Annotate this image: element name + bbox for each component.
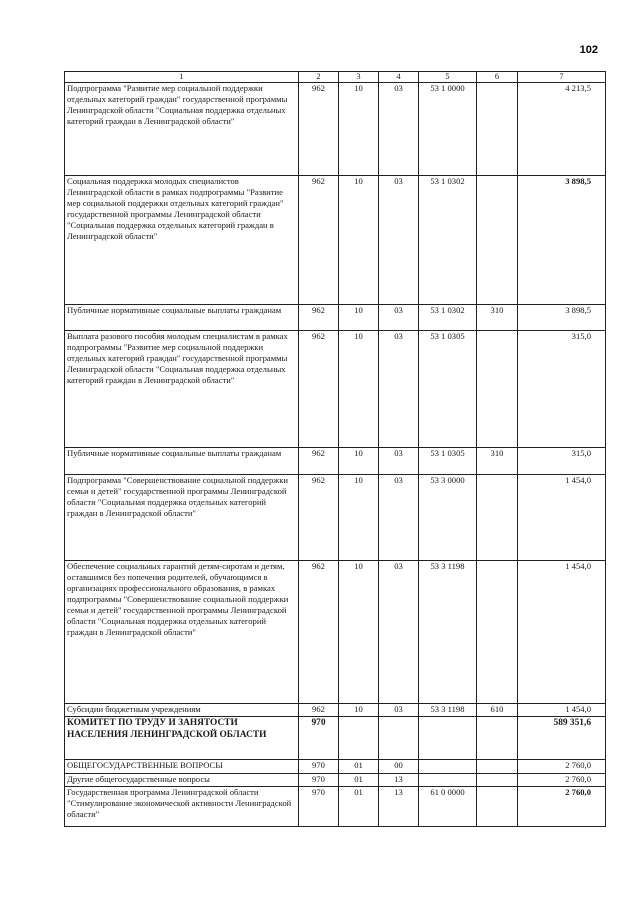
row-sum-cell: 1 454,0 — [518, 561, 606, 704]
budget-table — [64, 71, 606, 827]
row-sum-cell: 2 760,0 — [518, 774, 606, 787]
row-name-cell: Социальная поддержка молодых специалистов Ленинградской области в рамках подпрограммы "Развитие мер социальной поддержки отдельных категорий граждан" государственной программы Ленинградской области "Социальная поддержка отдельных категорий граждан в Ленинградской области" — [65, 176, 299, 305]
row-sum-cell: 1 454,0 — [518, 704, 606, 717]
row-target-cell: 61 0 0000 — [419, 787, 477, 827]
row-section-cell: 10 — [339, 475, 379, 561]
row-name-cell: Субсидии бюджетным учреждениям — [65, 704, 299, 717]
row-section-cell: 01 — [339, 760, 379, 774]
row-name-cell: Выплата разового пособия молодым специалистам в рамках подпрограммы "Развитие мер социальной поддержки отдельных категорий граждан" государственной программы Ленинградской области "Социальная поддержка отдельных категорий граждан в Ленинградской области" — [65, 331, 299, 448]
row-section-cell: 10 — [339, 331, 379, 448]
row-section-cell: 10 — [339, 561, 379, 704]
row-section-cell: 10 — [339, 83, 379, 176]
row-type-cell — [477, 561, 518, 704]
table-row — [65, 774, 606, 787]
row-code-cell: 970 — [299, 717, 339, 760]
row-target-cell: 53 3 1198 — [419, 561, 477, 704]
row-code-cell: 962 — [299, 176, 339, 305]
row-type-cell — [477, 176, 518, 305]
row-sum-cell: 315,0 — [518, 448, 606, 475]
table-row — [65, 475, 606, 561]
row-type-cell: 610 — [477, 704, 518, 717]
table-row — [65, 305, 606, 331]
table-row — [65, 704, 606, 717]
table-row — [65, 331, 606, 448]
row-target-cell — [419, 774, 477, 787]
row-target-cell: 53 1 0302 — [419, 176, 477, 305]
header-col-1: 1 — [65, 72, 299, 83]
row-code-cell: 970 — [299, 774, 339, 787]
row-target-cell: 53 1 0305 — [419, 448, 477, 475]
row-subsection-cell: 03 — [379, 561, 419, 704]
row-section-cell: 10 — [339, 448, 379, 475]
row-section-cell: 10 — [339, 704, 379, 717]
table-row — [65, 561, 606, 704]
row-type-cell — [477, 83, 518, 176]
row-subsection-cell — [379, 717, 419, 760]
row-subsection-cell: 03 — [379, 331, 419, 448]
row-type-cell — [477, 331, 518, 448]
row-subsection-cell: 03 — [379, 448, 419, 475]
row-name-cell: Подпрограмма "Развитие мер социальной поддержки отдельных категорий граждан" государственной программы Ленинградской области "Социальная поддержка отдельных категорий граждан в Ленинградской области" — [65, 83, 299, 176]
row-type-cell — [477, 774, 518, 787]
header-col-7: 7 — [518, 72, 606, 83]
table-row — [65, 176, 606, 305]
row-target-cell: 53 1 0302 — [419, 305, 477, 331]
row-subsection-cell: 03 — [379, 305, 419, 331]
header-col-6: 6 — [477, 72, 518, 83]
row-code-cell: 962 — [299, 305, 339, 331]
row-subsection-cell: 03 — [379, 83, 419, 176]
row-type-cell: 310 — [477, 448, 518, 475]
row-section-cell — [339, 717, 379, 760]
row-code-cell: 962 — [299, 83, 339, 176]
table-row — [65, 787, 606, 827]
row-subsection-cell: 03 — [379, 176, 419, 305]
row-sum-cell: 2 760,0 — [518, 760, 606, 774]
row-code-cell: 970 — [299, 787, 339, 827]
row-sum-cell: 315,0 — [518, 331, 606, 448]
row-sum-cell: 4 213,5 — [518, 83, 606, 176]
row-code-cell: 962 — [299, 561, 339, 704]
row-sum-cell: 3 898,5 — [518, 305, 606, 331]
table-header-row — [65, 72, 606, 83]
row-type-cell: 310 — [477, 305, 518, 331]
row-section-cell: 10 — [339, 305, 379, 331]
row-subsection-cell: 03 — [379, 704, 419, 717]
row-target-cell — [419, 760, 477, 774]
row-code-cell: 970 — [299, 760, 339, 774]
table-row — [65, 760, 606, 774]
row-sum-cell: 589 351,6 — [518, 717, 606, 760]
row-sum-cell: 1 454,0 — [518, 475, 606, 561]
row-target-cell — [419, 717, 477, 760]
row-type-cell — [477, 475, 518, 561]
row-target-cell: 53 3 1198 — [419, 704, 477, 717]
row-subsection-cell: 03 — [379, 475, 419, 561]
row-code-cell: 962 — [299, 475, 339, 561]
row-section-cell: 01 — [339, 774, 379, 787]
row-target-cell: 53 1 0000 — [419, 83, 477, 176]
row-code-cell: 962 — [299, 448, 339, 475]
row-name-cell: Подпрограмма "Совершенствование социальной поддержки семьи и детей" государственной программы Ленинградской области "Социальная поддержка отдельных категорий граждан в Ленинградской области" — [65, 475, 299, 561]
row-sum-cell: 3 898,5 — [518, 176, 606, 305]
row-section-cell: 10 — [339, 176, 379, 305]
header-col-5: 5 — [419, 72, 477, 83]
row-code-cell: 962 — [299, 331, 339, 448]
row-name-cell: ОБЩЕГОСУДАРСТВЕННЫЕ ВОПРОСЫ — [65, 760, 299, 774]
row-type-cell — [477, 717, 518, 760]
row-name-cell: Публичные нормативные социальные выплаты гражданам — [65, 448, 299, 475]
table-row — [65, 83, 606, 176]
row-subsection-cell: 00 — [379, 760, 419, 774]
row-name-cell: Государственная программа Ленинградской области "Стимулирование экономической активности Ленинградской области" — [65, 787, 299, 827]
row-code-cell: 962 — [299, 704, 339, 717]
header-col-2: 2 — [299, 72, 339, 83]
page-number: 102 — [579, 44, 598, 56]
table-row — [65, 448, 606, 475]
row-type-cell — [477, 760, 518, 774]
header-col-3: 3 — [339, 72, 379, 83]
row-name-cell: Публичные нормативные социальные выплаты гражданам — [65, 305, 299, 331]
row-target-cell: 53 1 0305 — [419, 331, 477, 448]
header-col-4: 4 — [379, 72, 419, 83]
row-subsection-cell: 13 — [379, 774, 419, 787]
table-row — [65, 717, 606, 760]
row-name-cell: Обеспечение социальных гарантий детям-сиротам и детям, оставшимся без попечения родителей, обучающимся в организациях профессионального образования, в рамках подпрограммы "Совершенствование социальной поддержки семьи и детей" государственной программы Ленинградской области "Социальная поддержка отдельных категорий граждан в Ленинградской области" — [65, 561, 299, 704]
row-sum-cell: 2 760,0 — [518, 787, 606, 827]
row-subsection-cell: 13 — [379, 787, 419, 827]
row-name-cell: Другие общегосударственные вопросы — [65, 774, 299, 787]
row-name-cell: КОМИТЕТ ПО ТРУДУ И ЗАНЯТОСТИ НАСЕЛЕНИЯ ЛЕНИНГРАДСКОЙ ОБЛАСТИ — [65, 717, 299, 760]
row-target-cell: 53 3 0000 — [419, 475, 477, 561]
row-section-cell: 01 — [339, 787, 379, 827]
row-type-cell — [477, 787, 518, 827]
